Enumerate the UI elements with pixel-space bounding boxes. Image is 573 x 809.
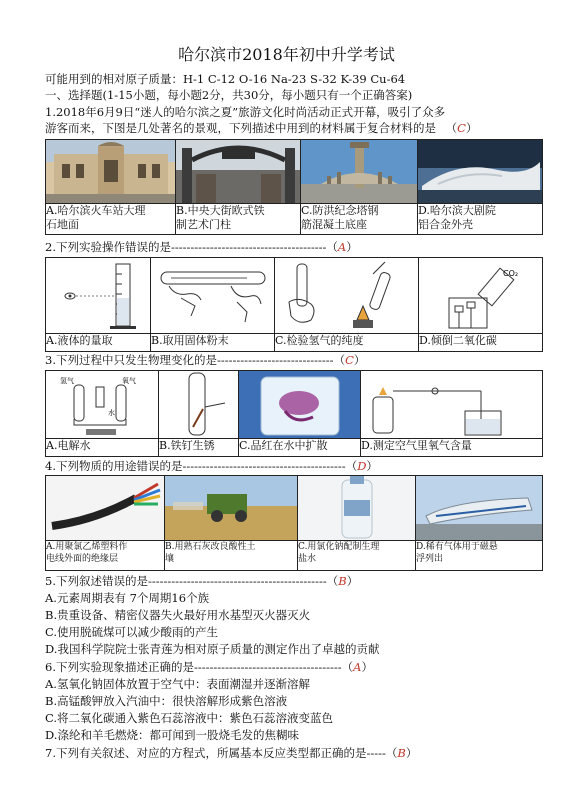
rusting-nail-figure: [159, 371, 239, 438]
q4-option-a-line2: 电线外面的绝缘层: [46, 554, 119, 564]
q6-stem: 6.下列实验现象描述正确的是--------------------------------------（A）: [45, 660, 373, 674]
q5-answer: B: [338, 574, 347, 588]
q2-stem: 2.下列实验操作错误的是----------------------------------------（A）: [45, 240, 358, 254]
q1-stem-text: 游客而来，下图是几处著名的景观，下列描述中用到的材料属于复合材料的是: [45, 121, 436, 135]
q3-option-c: C.品红在水中扩散: [239, 439, 361, 457]
q1-stem-line1: 1.2018年6月9日“迷人的哈尔滨之夏”旅游文化时尚活动正式开幕，吸引了众多: [45, 105, 446, 119]
q1-option-a: [46, 204, 176, 235]
q3-image-c: [239, 371, 361, 439]
q1-option-c-line2: 筋混凝土底座: [301, 218, 367, 231]
q1-image-a: [46, 140, 176, 204]
q4-answer: D: [357, 459, 367, 473]
q2-image-b: [151, 258, 275, 334]
atomic-masses: 可能用到的相对原子质量：H-1 C-12 O-16 Na-23 S-32 K-39 Cu-64: [45, 72, 406, 86]
q1-paren-close: ）: [465, 121, 478, 135]
q4-option-b-line1: B.用熟石灰改良酸性土: [165, 542, 256, 552]
q6-option-b: B.高锰酸钾放入汽油中：很快溶解形成紫色溶液: [45, 694, 288, 708]
q6-option-a: A.氢氧化钠固体放置于空气中：表面潮湿并逐渐溶解: [45, 677, 310, 691]
q2-answer: A: [337, 240, 347, 254]
q1-image-b: [176, 140, 301, 204]
q4-option-b-line2: 壤: [165, 554, 175, 564]
q1-option-d: [418, 204, 543, 235]
q1-option-b: [176, 204, 301, 235]
q2-stem-text: 2.下列实验操作错误的是: [45, 240, 171, 254]
q3-stem: 3.下列过程中只发生物理变化的是------------------------------（C）: [45, 353, 366, 367]
q1-image-c: [301, 140, 418, 204]
q4-option-c-line1: C.用氯化钠配制生理: [298, 542, 380, 552]
q4-option-d-line1: D.稀有气体用于磁悬: [416, 542, 498, 552]
q2-figure-table: [45, 257, 543, 352]
farm-tractor-photo: [165, 476, 298, 540]
q2-option-a: A.液体的量取: [46, 334, 151, 352]
q4-option-d-line2: 浮列出: [416, 554, 444, 564]
q1-answer: C: [457, 121, 466, 135]
q1-stem-line2: [45, 121, 477, 135]
q6-stem-text: 6.下列实验现象描述正确的是: [45, 660, 194, 674]
q6-leader: --------------------------------------: [193, 660, 342, 674]
central-street-gate-photo: [176, 140, 301, 203]
pouring-co2-figure: [419, 258, 543, 333]
q2-image-a: [46, 258, 151, 334]
q4-option-d: [416, 541, 543, 571]
q4-image-b: [165, 476, 298, 541]
q6-option-d: D.涤纶和羊毛燃烧：都可闻到一股烧毛发的焦糊味: [45, 728, 299, 742]
q3-option-a: A.电解水: [46, 439, 159, 457]
maglev-train-photo: [416, 476, 543, 540]
q7-leader: -----: [366, 746, 386, 760]
q2-leader: ----------------------------------------: [170, 240, 327, 254]
q1-option-a-line1: A.哈尔滨火车站大理: [46, 204, 146, 217]
oxygen-content-figure: [361, 371, 543, 438]
q1-option-b-line1: B.中央大街欧式铁: [176, 204, 265, 217]
electrolysis-left-label: 氢气: [60, 377, 74, 385]
q1-option-d-line1: D.哈尔滨大剧院: [418, 204, 496, 217]
q3-option-d: D.测定空气里氧气含量: [361, 439, 543, 457]
section-heading: 一、选择题(1-15小题，每小题2分，共30分，每小题只有一个正确答案): [45, 88, 413, 102]
q4-image-a: [46, 476, 165, 541]
railway-station-photo: [46, 140, 176, 203]
q3-stem-text: 3.下列过程中只发生物理变化的是: [45, 353, 217, 367]
page-title: 哈尔滨市2018年初中升学考试: [178, 45, 395, 64]
q2-option-b: B.取用固体粉末: [151, 334, 275, 352]
q3-answer: C: [345, 353, 354, 367]
q1-option-d-line2: 铝合金外壳: [418, 218, 473, 231]
q4-leader: ------------------------------------------: [182, 459, 346, 473]
q7-stem-text: 7.下列有关叙述、对应的方程式，所属基本反应类型都正确的是: [45, 746, 367, 760]
q4-image-d: [416, 476, 543, 541]
q3-option-b: B.铁钉生锈: [159, 439, 239, 457]
q6-option-c: C.将二氧化碳通入紫色石蕊溶液中：紫色石蕊溶液变蓝色: [45, 711, 334, 725]
q1-figure-table: [45, 139, 543, 235]
q2-option-d: D.倾倒二氧化碳: [419, 334, 543, 352]
q3-leader: ------------------------------: [216, 353, 334, 367]
q2-option-c: C.检验氢气的纯度: [275, 334, 419, 352]
q1-image-d: [418, 140, 543, 204]
q5-stem-text: 5.下列叙述错误的是: [45, 574, 148, 588]
electrolysis-figure: [46, 371, 159, 438]
q1-paren-open: （: [445, 121, 458, 135]
q4-stem: 4.下列物质的用途错误的是------------------------------------------（D）: [45, 459, 378, 473]
q5-option-d: D.我国科学院院士张青莲为相对原子质量的测定作出了卓越的贡献: [45, 642, 380, 656]
q4-image-c: [298, 476, 416, 541]
co2-label: CO₂: [503, 269, 519, 278]
electrolysis-right-label: 氧气: [122, 377, 136, 385]
flood-memorial-tower-photo: [301, 140, 418, 203]
hydrogen-purity-test-figure: [275, 258, 419, 333]
q4-figure-table: [45, 475, 543, 571]
graduated-cylinder-figure: [46, 258, 151, 333]
saline-bottle-photo: [298, 476, 416, 540]
q3-image-b: [159, 371, 239, 439]
q4-option-b: [165, 541, 298, 571]
q7-answer: B: [397, 746, 406, 760]
q3-image-a: [46, 371, 159, 439]
q2-image-d: [419, 258, 543, 334]
q3-figure-table: [45, 370, 543, 457]
q5-leader: ----------------------------------------------: [147, 574, 327, 588]
q1-option-b-line2: 制艺术门柱: [176, 218, 231, 231]
grand-theatre-photo: [418, 140, 543, 203]
q4-option-c: [298, 541, 416, 571]
q5-option-a: A.元素周期表有 7个周期16个族: [45, 591, 210, 605]
powder-into-tube-figure: [151, 258, 275, 333]
q5-option-b: B.贵重设备、精密仪器失火最好用水基型灭火器灭火: [45, 608, 311, 622]
q4-stem-text: 4.下列物质的用途错误的是: [45, 459, 183, 473]
insulated-wire-photo: [46, 476, 165, 540]
q1-option-c-line1: C.防洪纪念塔钢: [301, 204, 379, 217]
q1-option-a-line2: 石地面: [46, 218, 79, 231]
dye-diffusion-photo: [239, 371, 361, 438]
q6-answer: A: [353, 660, 362, 674]
q4-option-c-line2: 盐水: [298, 554, 317, 564]
q2-image-c: [275, 258, 419, 334]
q4-option-a-line1: A.用聚氯乙烯塑料作: [46, 542, 128, 552]
q7-stem: 7.下列有关叙述、对应的方程式，所属基本反应类型都正确的是-----（B）: [45, 746, 418, 760]
q3-image-d: [361, 371, 543, 439]
q4-option-a: [46, 541, 165, 571]
q5-option-c: C.使用脱硫煤可以减少酸雨的产生: [45, 625, 219, 639]
water-label: 水: [108, 409, 115, 417]
q5-stem: 5.下列叙述错误的是----------------------------------------------（B）: [45, 574, 359, 588]
q1-option-c: [301, 204, 418, 235]
